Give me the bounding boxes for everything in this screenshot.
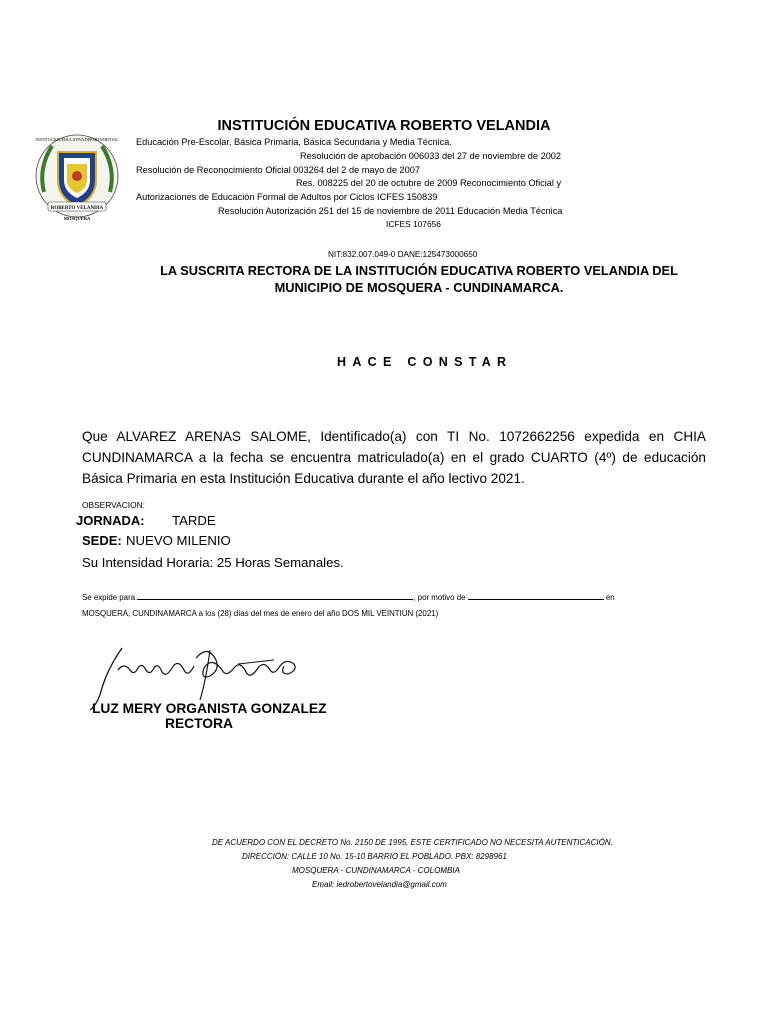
header-line: Resolución Autorización 251 del 15 de noviembre de 2011 Educación Media Técnica (218, 206, 563, 216)
footer-line: DIRECCIÓN: CALLE 10 No. 15-10 BARRIO EL POBLADO. PBX: 8298961 (242, 852, 507, 861)
en-text: en (605, 593, 615, 602)
intensity-hours: Su Intensidad Horaria: 25 Horas Semanales. (82, 555, 344, 570)
jornada-value: TARDE (172, 513, 216, 528)
reason-blank-line (468, 591, 604, 600)
footer-line: Email: iedrobertovelandia@gmail.com (312, 880, 447, 889)
expide-text: Se expide para (82, 593, 136, 602)
signatory-name: LUZ MERY ORGANISTA GONZALEZ (92, 701, 327, 716)
footer-line: MOSQUERA - CUNDINAMARCA - COLOMBIA (292, 866, 460, 875)
header-line: Educación Pre-Escolar, Básica Primaria, Básica Secundaria y Media Técnica. (136, 137, 452, 147)
crest-bottom-text: MOSQUERA (63, 216, 91, 221)
institution-name: INSTITUCIÓN EDUCATIVA ROBERTO VELANDIA (217, 118, 551, 134)
observacion-label: OBSERVACION: (82, 500, 145, 510)
expide-line (82, 591, 615, 602)
institution-crest-logo (34, 132, 120, 224)
crest-top-text: INSTITUCION EDUCATIVA DEPARTAMENTAL (35, 137, 119, 142)
header-line: Resolución de Reconocimiento Oficial 003264 del 2 de mayo de 2007 (136, 165, 420, 175)
header-line: Resolución de aprobación 006033 del 27 de noviembre de 2002 (300, 151, 562, 161)
document-title: MUNICIPIO DE MOSQUERA - CUNDINAMARCA. (274, 280, 564, 295)
header-line: Autorizaciones de Educación Formal de Adultos por Ciclos ICFES 150839 (136, 192, 438, 202)
signatory-role: RECTORA (165, 716, 233, 731)
crest-ribbon-text: ROBERTO VELANDIA (50, 206, 104, 211)
issue-date-line: MOSQUERA, CUNDINAMARCA a los (28) días del mes de enero del año DOS MIL VEINTIUN (2021) (82, 609, 439, 618)
header-line: Res. 008225 del 20 de octubre de 2009 Reconocimiento Oficial y (296, 178, 562, 188)
sede-value: NUEVO MILENIO (126, 533, 231, 548)
footer-line: DE ACUERDO CON EL DECRETO No. 2150 DE 1995, ESTE CERTIFICADO NO NECESITA AUTENTICACIÓN. (212, 838, 613, 847)
motivo-text: , por motivo de (413, 593, 466, 602)
header-line: ICFES 107656 (386, 219, 441, 229)
nit-dane: NIT:832.007.049-0 DANE:125473000650 (328, 250, 478, 259)
hace-constar-heading: HACE CONSTAR (337, 355, 513, 369)
jornada-label: JORNADA: (76, 513, 145, 528)
document-title: LA SUSCRITA RECTORA DE LA INSTITUCIÓN EDUCATIVA ROBERTO VELANDIA DEL (160, 263, 678, 278)
sede-label: SEDE: (82, 533, 122, 548)
certificate-body: Que ALVAREZ ARENAS SALOME, Identificado(a) con TI No. 1072662256 expedida en CHIA CUNDINAMARCA a la fecha se encuentra matriculado(a) en el grado CUARTO (4º) de educación Básica Primaria en esta Institución Educativa durante el año lectivo 2021. (82, 429, 706, 486)
purpose-blank-line (137, 591, 413, 600)
